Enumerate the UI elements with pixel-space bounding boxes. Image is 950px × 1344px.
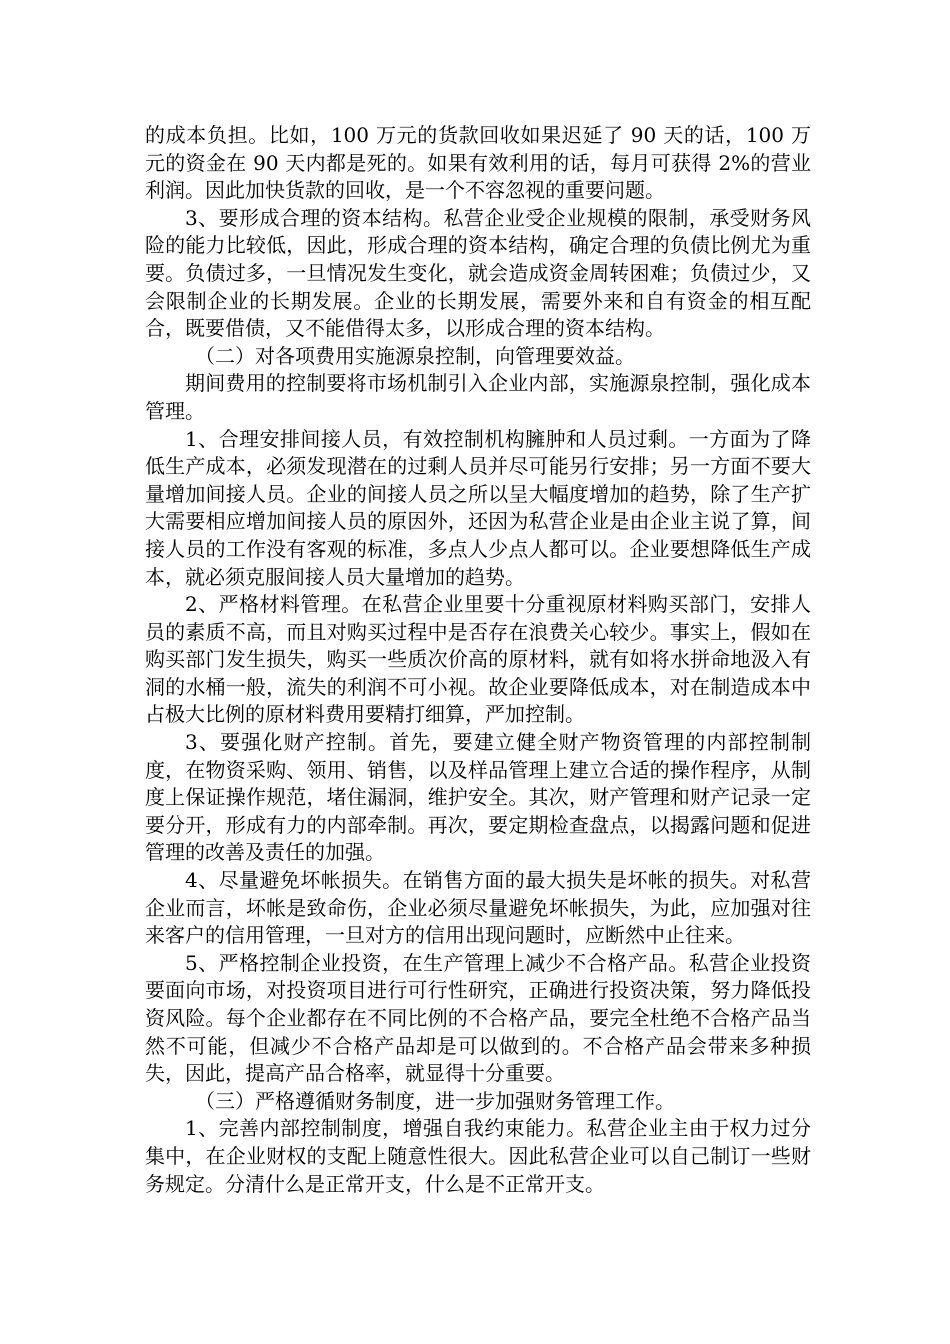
paragraph: 2、严格材料管理。在私营企业里要十分重视原材料购买部门，安排人员的素质不高，而且对购买过程中是否存在浪费关心较少。事实上，假如在购买部门发生损失，购买一些质次价高的原材料，就有如将水拼命地汲入有洞的水桶一般，流失的利润不可小视。故企业要降低成本，对在制造成本中占极大比例的原材料费用要精打细算，严加控制。 bbox=[145, 592, 811, 727]
paragraph: 3、要形成合理的资本结构。私营企业受企业规模的限制，承受财务风险的能力比较低，因此，形成合理的资本结构，确定合理的负债比例尤为重要。负债过多，一旦情况发生变化，就会造成资金周转困难；负债过少，又会限制企业的长期发展。企业的长期发展，需要外来和自有资金的相互配合，既要借债，又不能借得太多，以形成合理的资本结构。 bbox=[145, 205, 811, 341]
paragraph: 的成本负担。比如，100 万元的货款回收如果迟延了 90 天的话，100 万元的资金在 90 天内都是死的。如果有效利用的话，每月可获得 2%的营业利润。因此加快货款的回收，是一个不容忽视的重要问题。 bbox=[145, 123, 811, 203]
section-heading: （三）严格遵循财务制度，进一步加强财务管理工作。 bbox=[195, 1088, 675, 1113]
paragraph: 4、尽量避免坏帐损失。在销售方面的最大损失是坏帐的损失。对私营企业而言，坏帐是致命伤，企业必须尽量避免坏帐损失，为此，应加强对往来客户的信用管理，一旦对方的信用出现问题时，应断然中止往来。 bbox=[145, 868, 811, 948]
paragraph: 5、严格控制企业投资，在生产管理上减少不合格产品。私营企业投资要面向市场，对投资项目进行可行性研究，正确进行投资决策，努力降低投资风险。每个企业都存在不同比例的不合格产品，要完全杜绝不合格产品当然不可能，但减少不合格产品却是可以做到的。不合格产品会带来多种损失，因此，提高产品合格率，就显得十分重要。 bbox=[145, 950, 811, 1086]
paragraph: 期间费用的控制要将市场机制引入企业内部，实施源泉控制，强化成本管理。 bbox=[145, 371, 811, 423]
section-heading: （二）对各项费用实施源泉控制，向管理要效益。 bbox=[195, 343, 635, 368]
paragraph: 1、完善内部控制制度，增强自我约束能力。私营企业主由于权力过分集中，在企业财权的支配上随意性很大。因此私营企业可以自己制订一些财务规定。分清什么是正常开支，什么是不正常开支。 bbox=[145, 1116, 811, 1196]
document-page bbox=[145, 122, 811, 1198]
paragraph: 3、要强化财产控制。首先，要建立健全财产物资管理的内部控制制度，在物资采购、领用、销售，以及样品管理上建立合适的操作程序，从制度上保证操作规范，堵住漏洞，维护安全。其次，财产管理和财产记录一定要分开，形成有力的内部牵制。再次，要定期检查盘点，以揭露问题和促进管理的改善及责任的加强。 bbox=[145, 730, 811, 865]
paragraph: 1、合理安排间接人员，有效控制机构臃肿和人员过剩。一方面为了降低生产成本，必须发现潜在的过剩人员并尽可能另行安排；另一方面不要大量增加间接人员。企业的间接人员之所以呈大幅度增加的趋势，除了生产扩大需要相应增加间接人员的原因外，还因为私营企业是由企业主说了算，间接人员的工作没有客观的标准，多点人少点人都可以。企业要想降低生产成本，就必须克服间接人员大量增加的趋势。 bbox=[145, 426, 811, 589]
